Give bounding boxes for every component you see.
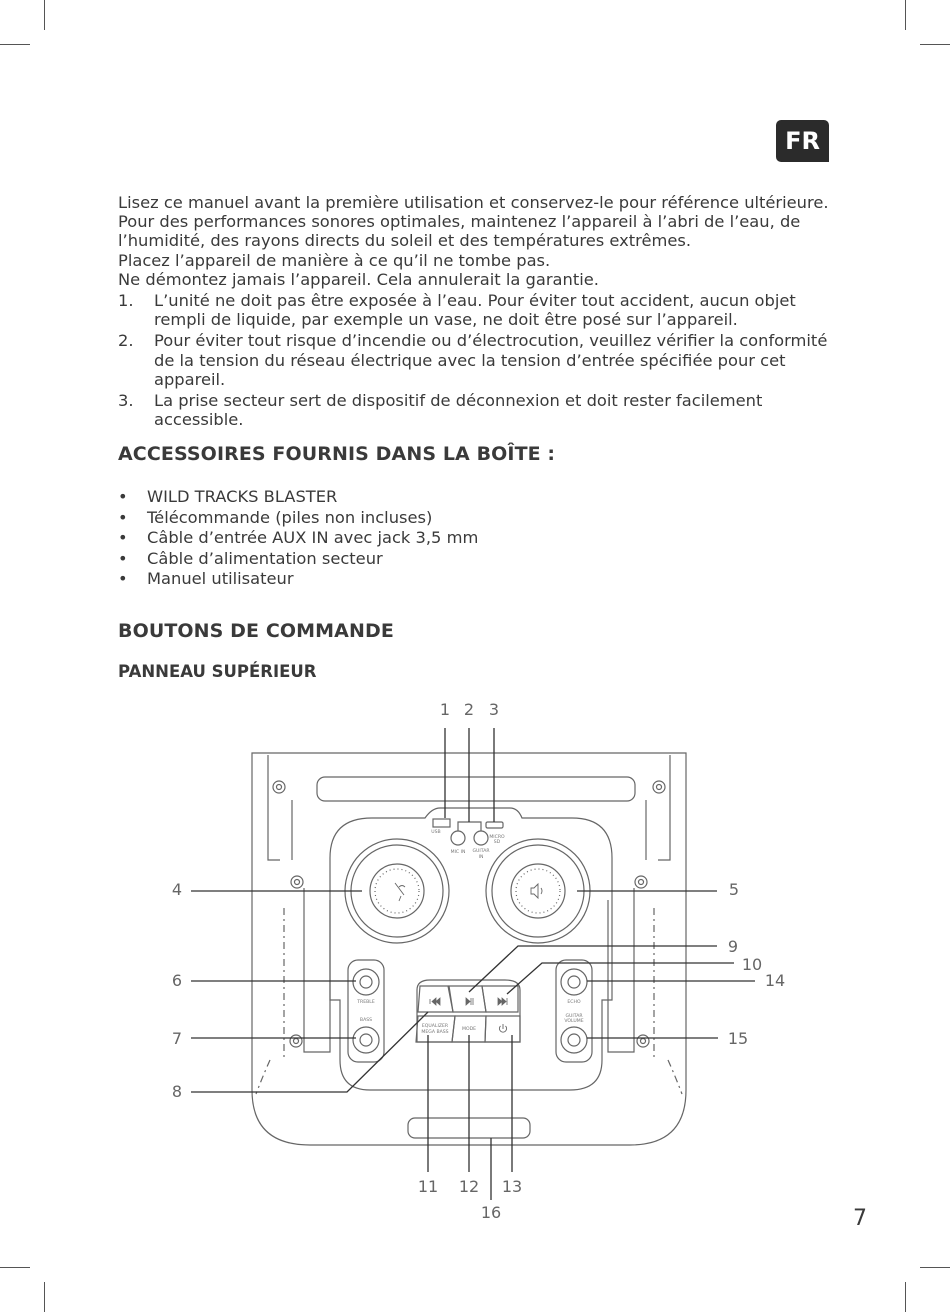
page-number: 7	[853, 1206, 867, 1231]
list-item: • Câble d’alimentation secteur	[118, 549, 478, 570]
dashed-guide	[668, 1060, 682, 1094]
callout-number: 15	[727, 1029, 749, 1048]
dashed-guide	[256, 1060, 270, 1094]
mic-in-jack	[451, 831, 465, 845]
intro-paragraph: Pour des performances sonores optimales, maintenez l’appareil à l’abri de l’eau, de l’humidité, des rayons directs du soleil et des températures extrêmes.	[118, 212, 801, 251]
language-badge: FR	[776, 120, 829, 162]
item-text: La prise secteur sert de dispositif de déconnexion et doit rester facilement accessible.	[154, 391, 763, 430]
bass-label: BASS	[359, 1018, 373, 1023]
intro-paragraph: Placez l’appareil de manière à ce qu’il ne tombe pas.	[118, 250, 551, 270]
side-rail	[268, 755, 280, 860]
intro-paragraph: Lisez ce manuel avant la première utilisation et conservez-le pour référence ultérieure.	[118, 193, 829, 212]
guitar-volume-label: VOLUME	[564, 1019, 584, 1024]
echo-label: ECHO	[567, 1000, 581, 1005]
jack-bracket	[458, 822, 481, 831]
screw	[291, 876, 303, 888]
micro-sd-label: SD	[493, 840, 501, 845]
leader-line	[469, 946, 717, 992]
callout-number: 2	[463, 700, 475, 719]
side-rail	[304, 888, 330, 1052]
usb-label: USB	[431, 830, 441, 835]
treble-control	[348, 960, 384, 1062]
bass-knob	[353, 1027, 379, 1053]
callout-number: 7	[171, 1029, 183, 1048]
callout-number: 11	[417, 1177, 439, 1196]
top-panel-subheading: PANNEAU SUPÉRIEUR	[118, 662, 317, 681]
list-item: • Câble d’entrée AUX IN avec jack 3,5 mm	[118, 528, 478, 549]
microphone-icon	[395, 883, 405, 901]
item-text: Pour éviter tout risque d’incendie ou d’électrocution, veuillez vérifier la conformité de la tension du réseau électrique avec la tension d’entrée spécifiée pour cet appareil.	[154, 331, 828, 389]
equalizer-button	[416, 1016, 455, 1042]
item-number: 2.	[118, 331, 134, 351]
screw	[653, 781, 665, 793]
usb-port	[433, 819, 450, 827]
callout-number: 16	[480, 1203, 502, 1222]
list-item: • Télécommande (piles non incluses)	[118, 508, 478, 529]
handle-slot	[317, 777, 635, 801]
callout-number: 14	[764, 971, 786, 990]
guitar-volume-knob-center	[568, 1034, 580, 1046]
equalizer-label: MEGA BASS	[421, 1030, 449, 1035]
next-icon	[498, 998, 507, 1005]
callout-number: 10	[741, 955, 763, 974]
list-item: • Manuel utilisateur	[118, 569, 478, 590]
guitar-in-label: IN	[478, 855, 484, 860]
micro-sd-slot	[486, 822, 503, 828]
controls-heading: BOUTONS DE COMMANDE	[118, 620, 394, 642]
list-item: • WILD TRACKS BLASTER	[118, 487, 478, 508]
power-button	[485, 1016, 520, 1042]
echo-control	[556, 960, 592, 1062]
leader-line	[507, 963, 734, 994]
item-number: 3.	[118, 391, 134, 411]
play-pause-icon	[466, 998, 473, 1005]
equalizer-label: EQUALIZER	[421, 1024, 449, 1029]
power-icon	[499, 1024, 506, 1032]
bass-knob-center	[360, 1034, 372, 1046]
mode-label: MODE	[461, 1027, 477, 1032]
callout-number: 6	[171, 971, 183, 990]
accessories-heading: ACCESSOIRES FOURNIS DANS LA BOÎTE :	[118, 443, 556, 465]
item-number: 1.	[118, 291, 134, 311]
mic-in-label: MIC IN	[450, 850, 466, 855]
screw	[635, 876, 647, 888]
callout-number: 1	[439, 700, 451, 719]
screw	[273, 781, 285, 793]
screw	[290, 1035, 302, 1047]
callout-number: 5	[728, 880, 740, 899]
micro-sd-label: MICRO	[489, 835, 505, 840]
guitar-volume-knob	[561, 1027, 587, 1053]
intro-paragraph: Ne démontez jamais l’appareil. Cela annulerait la garantie.	[118, 269, 599, 289]
treble-label: TREBLE	[357, 1000, 375, 1005]
callout-number: 4	[171, 880, 183, 899]
guitar-volume-label: GUITAR	[565, 1014, 583, 1019]
item-text: L’unité ne doit pas être exposée à l’eau. Pour éviter tout accident, aucun objet rempli de liquide, par exemple un vase, ne doit être posé sur l’appareil.	[154, 291, 796, 330]
guitar-in-jack	[474, 831, 488, 845]
callout-number: 8	[171, 1082, 183, 1101]
speaker-icon	[531, 884, 542, 898]
guitar-in-label: GUITAR	[472, 849, 490, 854]
callout-number: 13	[501, 1177, 523, 1196]
callout-number: 9	[727, 937, 739, 956]
screw	[637, 1035, 649, 1047]
side-rail	[658, 755, 670, 860]
prev-icon	[430, 998, 440, 1005]
callout-number: 3	[488, 700, 500, 719]
callout-number: 12	[458, 1177, 480, 1196]
